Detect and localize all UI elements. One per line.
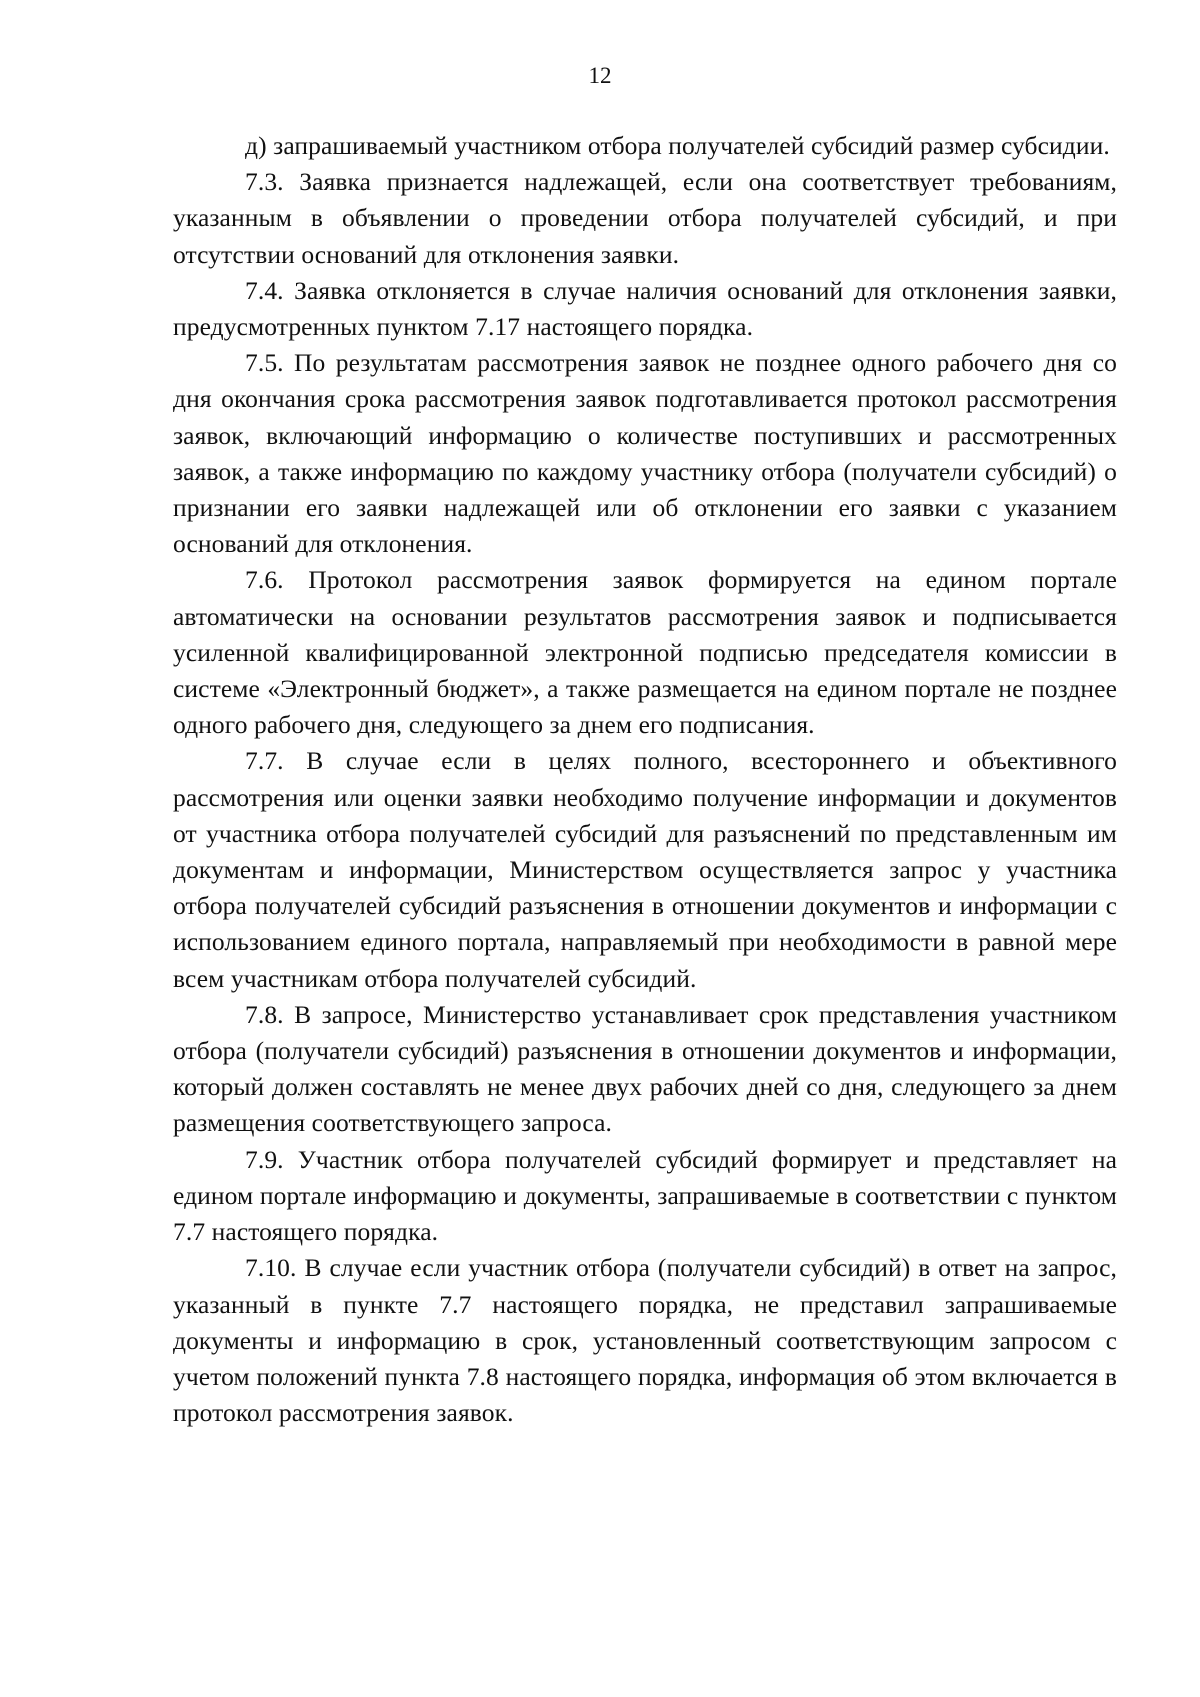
- paragraph-7-3: 7.3. Заявка признается надлежащей, если она соответствует требованиям, указанным в объявлении о проведении отбора получателей субсидий, и при отсутствии оснований для отклонения заявки.: [173, 167, 1117, 269]
- paragraph-7-8: 7.8. В запросе, Министерство устанавливает срок представления участником отбора (получатели субсидий) разъяснения в отношении документов и информации, который должен составлять не менее двух рабочих дней со дня, следующего за днем размещения соответствующего запроса.: [173, 999, 1117, 1138]
- paragraph-7-7: 7.7. В случае если в целях полного, всестороннего и объективного рассмотрения или оценки заявки необходимо получение информации и документов от участника отбора получателей субсидий для разъяснений по представленным им документам и информации, Министерством осуществляется запрос у участника отбора получателей субсидий разъяснения в отношении документов и информации с использованием единого портала, направляемый при необходимости в равной мере всем участникам отбора получателей субсидий.: [173, 746, 1117, 993]
- page-number: 12: [588, 63, 612, 88]
- paragraph-7-6: 7.6. Протокол рассмотрения заявок формируется на едином портале автоматически на основании результатов рассмотрения заявок и подписывается усиленной квалифицированной электронной подписью председателя комиссии в системе «Электронный бюджет», а также размещается на едином портале не позднее одного рабочего дня, следующего за днем его подписания.: [173, 565, 1117, 740]
- paragraph-7-5: 7.5. По результатам рассмотрения заявок не позднее одного рабочего дня со дня окончания срока рассмотрения заявок подготавливается протокол рассмотрения заявок, включающий информацию о количестве поступивших и рассмотренных заявок, а также информацию по каждому участнику отбора (получатели субсидий) о признании его заявки надлежащей или об отклонении его заявки с указанием оснований для отклонения.: [173, 348, 1117, 559]
- paragraph-7-4: 7.4. Заявка отклоняется в случае наличия оснований для отклонения заявки, предусмотренных пунктом 7.17 настоящего порядка.: [173, 275, 1117, 342]
- document-body: [173, 128, 1117, 1431]
- paragraph-7-9: 7.9. Участник отбора получателей субсидий формирует и представляет на едином портале информацию и документы, запрашиваемые в соответствии с пунктом 7.7 настоящего порядка.: [173, 1144, 1117, 1247]
- paragraph-subitem-d: д) запрашиваемый участником отбора получателей субсидий размер субсидии.: [245, 131, 1110, 160]
- paragraph-7-10: 7.10. В случае если участник отбора (получатели субсидий) в ответ на запрос, указанный в пункте 7.7 настоящего порядка, не представил запрашиваемые документы и информацию в срок, установленный соответствующим запросом с учетом положений пункта 7.8 настоящего порядка, информация об этом включается в протокол рассмотрения заявок.: [173, 1253, 1117, 1428]
